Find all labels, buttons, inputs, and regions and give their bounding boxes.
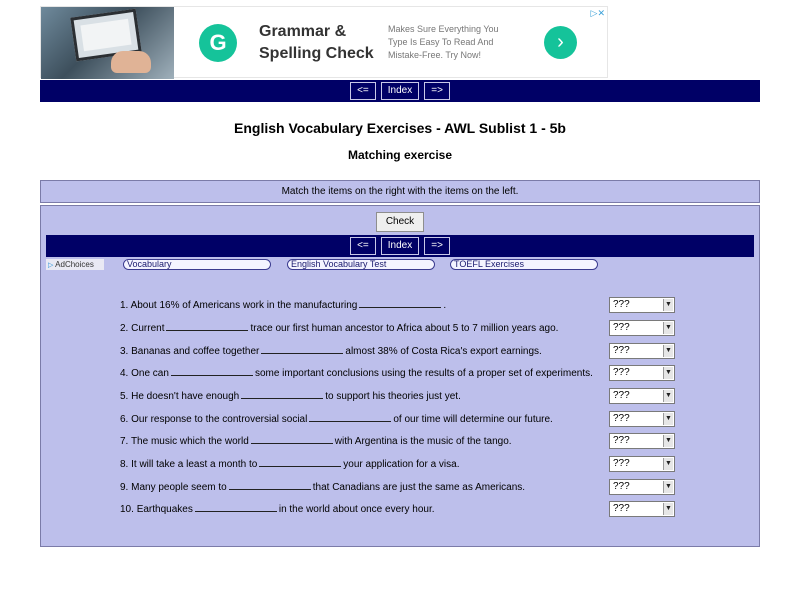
chevron-down-icon[interactable]: ▼ [663,435,673,447]
answer-select-6[interactable]: ??? ▼ [609,411,675,427]
question-9: 9. Many people seem to that Canadians are just the same as Americans. [120,482,526,493]
grammar-ad-banner[interactable] [40,6,608,78]
answer-select-8[interactable]: ??? ▼ [609,456,675,472]
ad-close-icon[interactable]: ▷✕ [590,8,605,18]
chevron-down-icon[interactable]: ▼ [663,503,673,515]
prev-button[interactable]: <= [350,82,376,100]
adchoices-icon: ▷ [48,262,54,269]
answer-select-3[interactable]: ??? ▼ [609,343,675,359]
page-title: English Vocabulary Exercises - AWL Sublist 1 - 5b [234,120,566,136]
adchoices-badge[interactable] [46,259,104,270]
answer-select-2[interactable]: ??? ▼ [609,320,675,336]
answer-blank [359,298,441,308]
grammarly-logo-icon: G [199,24,237,62]
next-button[interactable]: => [424,237,450,255]
question-1: 1. About 16% of Americans work in the manufacturing . [120,300,447,311]
chevron-down-icon[interactable]: ▼ [663,481,673,493]
ad-description: Makes Sure Everything You Type Is Easy To Read And Mistake-Free. Try Now! [388,24,499,60]
answer-blank [251,434,333,444]
index-button[interactable]: Index [381,82,419,100]
instructions: Match the items on the right with the items on the left. [40,180,760,203]
answer-blank [195,502,277,512]
question-2: 2. Current trace our first human ancestor to Africa about 5 to 7 million years ago. [120,323,559,334]
question-3: 3. Bananas and coffee together almost 38% of Costa Rica's export earnings. [120,346,542,357]
answer-blank [171,366,253,376]
answer-blank [166,321,248,331]
question-10: 10. Earthquakes in the world about once every hour. [120,504,435,515]
chevron-down-icon[interactable]: ▼ [663,413,673,425]
chevron-down-icon[interactable]: ▼ [663,345,673,357]
chevron-down-icon[interactable]: ▼ [663,322,673,334]
ad-link-toefl-exercises[interactable]: TOEFL Exercises [450,259,598,270]
ad-laptop-photo [41,7,174,79]
page-subtitle: Matching exercise [347,148,453,162]
answer-select-4[interactable]: ??? ▼ [609,365,675,381]
chevron-down-icon[interactable]: ▼ [663,299,673,311]
question-5: 5. He doesn't have enough to support his theories just yet. [120,391,461,402]
adchoices-label: AdChoices [55,260,94,269]
prev-button[interactable]: <= [350,237,376,255]
check-button[interactable]: Check [376,212,424,232]
index-button[interactable]: Index [381,237,419,255]
answer-select-1[interactable]: ??? ▼ [609,297,675,313]
chevron-down-icon[interactable]: ▼ [663,390,673,402]
answer-select-7[interactable]: ??? ▼ [609,433,675,449]
ad-title[interactable]: Grammar & Spelling Check [259,23,374,62]
answer-blank [241,389,323,399]
answer-blank [261,344,343,354]
top-navbar [40,80,760,102]
ad-arrow-icon[interactable]: › [544,26,577,59]
chevron-down-icon[interactable]: ▼ [663,367,673,379]
answer-select-9[interactable]: ??? ▼ [609,479,675,495]
answer-select-10[interactable]: ??? ▼ [609,501,675,517]
ad-link-vocabulary[interactable]: Vocabulary [123,259,271,270]
next-button[interactable]: => [424,82,450,100]
hand-image [111,51,151,73]
question-8: 8. It will take a least a month to your application for a visa. [120,459,460,470]
answer-blank [309,412,391,422]
answer-blank [229,480,311,490]
mid-navbar [46,235,754,257]
ad-link-english-vocabulary-test[interactable]: English Vocabulary Test [287,259,435,270]
chevron-down-icon[interactable]: ▼ [663,458,673,470]
answer-select-5[interactable]: ??? ▼ [609,388,675,404]
answer-blank [259,457,341,467]
question-6: 6. Our response to the controversial social of our time will determine our future. [120,414,553,425]
question-4: 4. One can some important conclusions using the results of a proper set of experiments. [120,368,593,379]
question-7: 7. The music which the world with Argentina is the music of the tango. [120,436,512,447]
